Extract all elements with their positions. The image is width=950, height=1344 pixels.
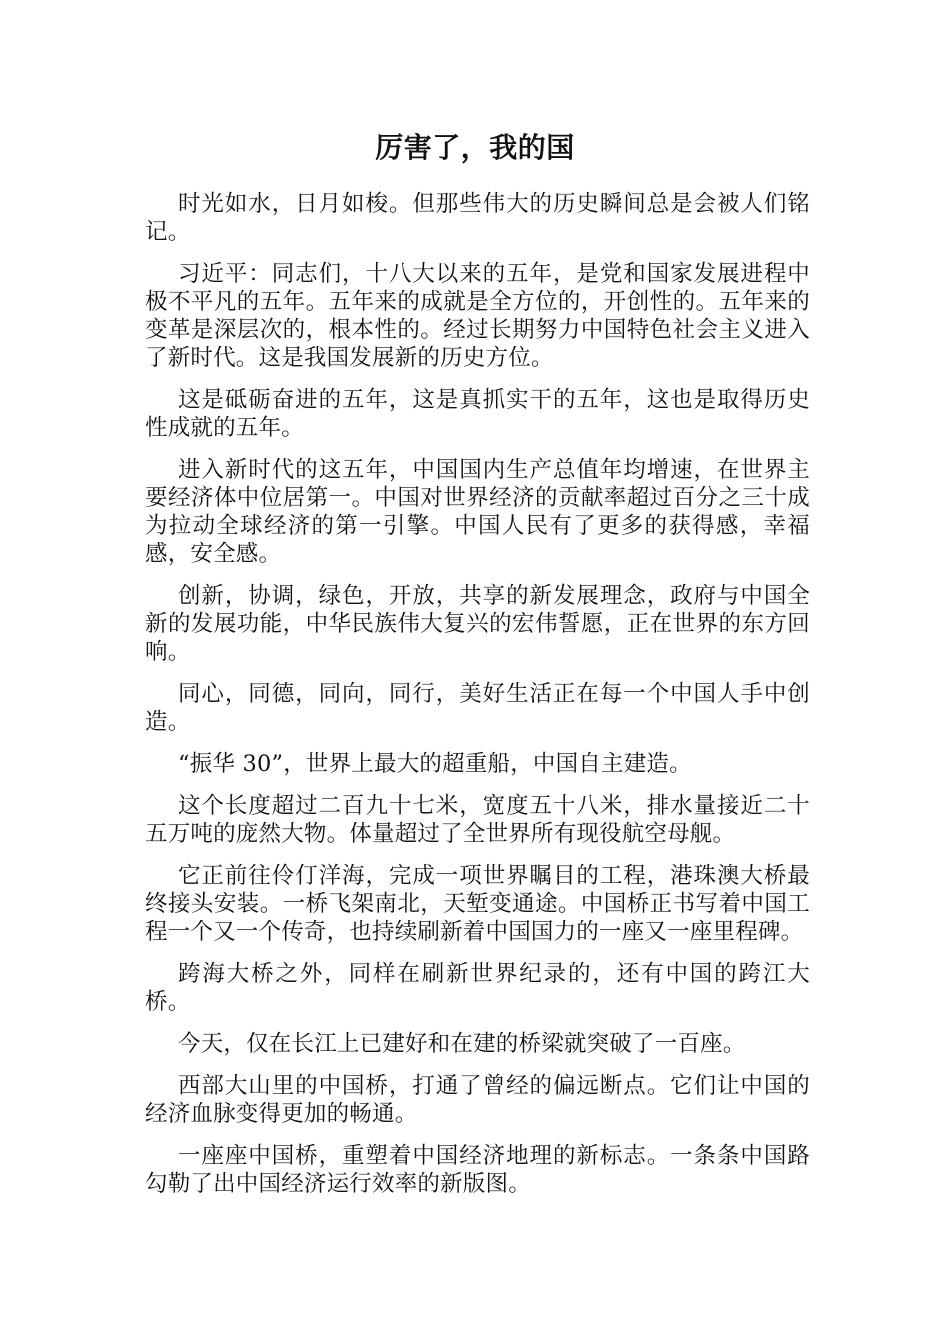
paragraph-11: 今天，仅在长江上已建好和在建的桥梁就突破了一百座。 [178, 1031, 746, 1057]
paragraph-1: 时光如水，日月如梭。但那些伟大的历史瞬间总是会被人们铭记。 [145, 191, 810, 245]
paragraph-7: “振华 30”，世界上最大的超重船，中国自主建造。 [178, 751, 692, 777]
paragraph-10: 跨海大桥之外，同样在刷新世界纪录的，还有中国的跨江大桥。 [145, 961, 810, 1015]
document-body [145, 190, 810, 1212]
paragraph-9: 它正前往伶仃洋海，完成一项世界瞩目的工程，港珠澳大桥最终接头安装。一桥飞架南北，天堑变通途。中国桥正书写着中国工程一个又一个传奇，也持续刷新着中国国力的一座又一座里程碑。 [145, 863, 810, 945]
paragraph-3: 这是砥砺奋进的五年，这是真抓实干的五年，这也是取得历史性成就的五年。 [145, 387, 810, 441]
paragraph-4: 进入新时代的这五年，中国国内生产总值年均增速，在世界主要经济体中位居第一。中国对世界经济的贡献率超过百分之三十成为拉动全球经济的第一引擎。中国人民有了更多的获得感，幸福感，安全感。 [145, 457, 810, 567]
paragraph-13: 一座座中国桥，重塑着中国经济地理的新标志。一条条中国路勾勒了出中国经济运行效率的新版图。 [145, 1143, 810, 1197]
paragraph-5: 创新，协调，绿色，开放，共享的新发展理念，政府与中国全新的发展功能，中华民族伟大复兴的宏伟誓愿，正在世界的东方回响。 [145, 583, 810, 665]
paragraph-6: 同心，同德，同向，同行，美好生活正在每一个中国人手中创造。 [145, 681, 810, 735]
paragraph-2: 习近平：同志们，十八大以来的五年，是党和国家发展进程中极不平凡的五年。五年来的成就是全方位的，开创性的。五年来的变革是深层次的，根本性的。经过长期努力中国特色社会主义进入了新时代。这是我国发展新的历史方位。 [145, 261, 810, 371]
document-title: 厉害了，我的国 [375, 131, 575, 164]
paragraph-12: 西部大山里的中国桥，打通了曾经的偏远断点。它们让中国的经济血脉变得更加的畅通。 [145, 1073, 810, 1127]
paragraph-8: 这个长度超过二百九十七米，宽度五十八米，排水量接近二十五万吨的庞然大物。体量超过了全世界所有现役航空母舰。 [145, 793, 810, 847]
